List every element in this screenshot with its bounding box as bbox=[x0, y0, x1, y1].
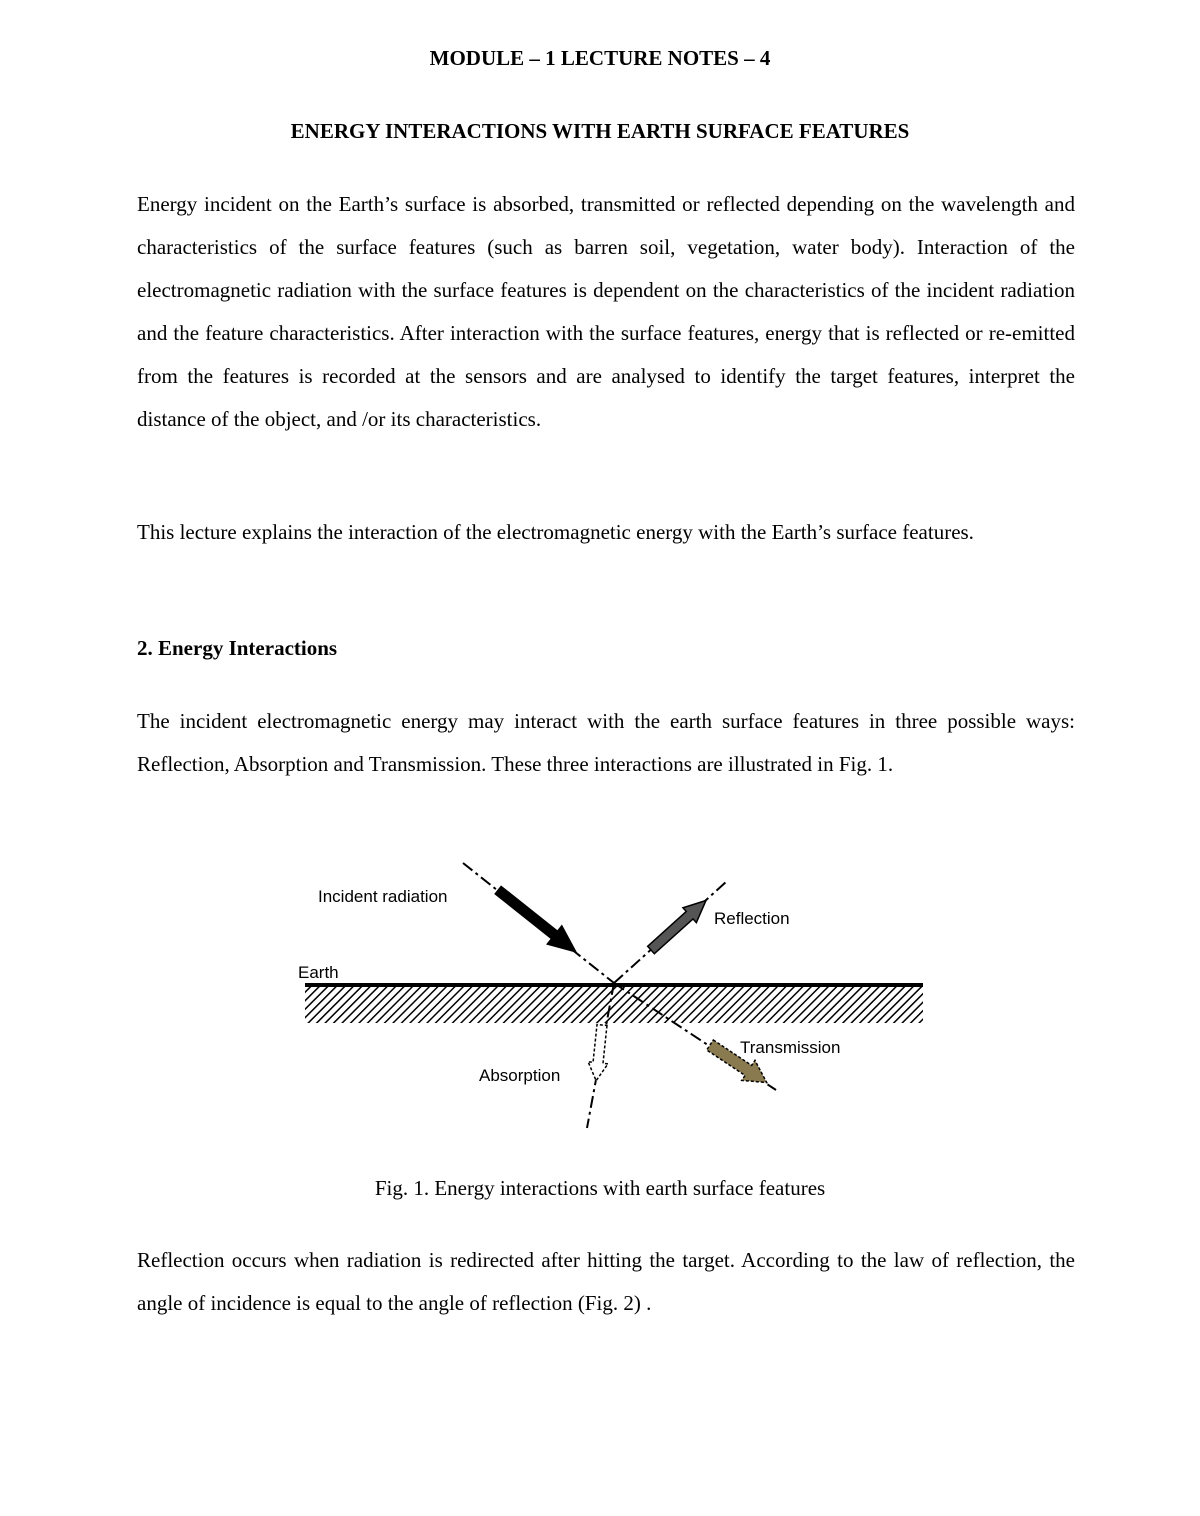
incident-arrow bbox=[491, 881, 584, 962]
earth-surface bbox=[305, 985, 923, 1023]
figure-caption: Fig. 1. Energy interactions with earth surface features bbox=[374, 1176, 826, 1200]
intro-paragraph-2: This lecture explains the interaction of the electromagnetic energy with the Earth’s surface features. bbox=[137, 520, 974, 544]
label-incident-radiation: Incident radiation bbox=[318, 887, 448, 906]
label-absorption: Absorption bbox=[479, 1066, 561, 1085]
reflection-paragraph: Reflection occurs when radiation is redirected after hitting the target. According to the law of reflection, the angle of incidence is equal to the angle of reflection (Fig. 2) . bbox=[137, 1248, 1075, 1315]
label-earth: Earth bbox=[298, 963, 339, 982]
energy-interactions-diagram bbox=[280, 855, 940, 1145]
lecture-title: ENERGY INTERACTIONS WITH EARTH SURFACE FEATURES bbox=[290, 119, 910, 143]
label-reflection: Reflection bbox=[714, 909, 790, 928]
section-paragraph: The incident electromagnetic energy may interact with the earth surface features in three possible ways: Reflection, Absorption and Transmission. These three interactions are illustrated in Fig. 1. bbox=[137, 709, 1075, 776]
module-title: MODULE – 1 LECTURE NOTES – 4 bbox=[429, 46, 771, 70]
reflection-arrow bbox=[644, 893, 712, 957]
section-heading-energy-interactions: 2. Energy Interactions bbox=[137, 636, 338, 660]
label-transmission: Transmission bbox=[740, 1038, 841, 1057]
absorption-arrow bbox=[586, 1024, 612, 1082]
intro-paragraph-1: Energy incident on the Earth’s surface is absorbed, transmitted or reflected depending on the wavelength and characteristics of the surface features (such as barren soil, vegetation, water body). Interaction of the electromagnetic radiation with the surface features is dependent on the characteristics of the incident radiation and the feature characteristics. After interaction with the surface features, energy that is reflected or re-emitted from the features is recorded at the sensors and are analysed to identify the target features, interpret the distance of the object, and /or its characteristics. bbox=[137, 192, 1075, 431]
